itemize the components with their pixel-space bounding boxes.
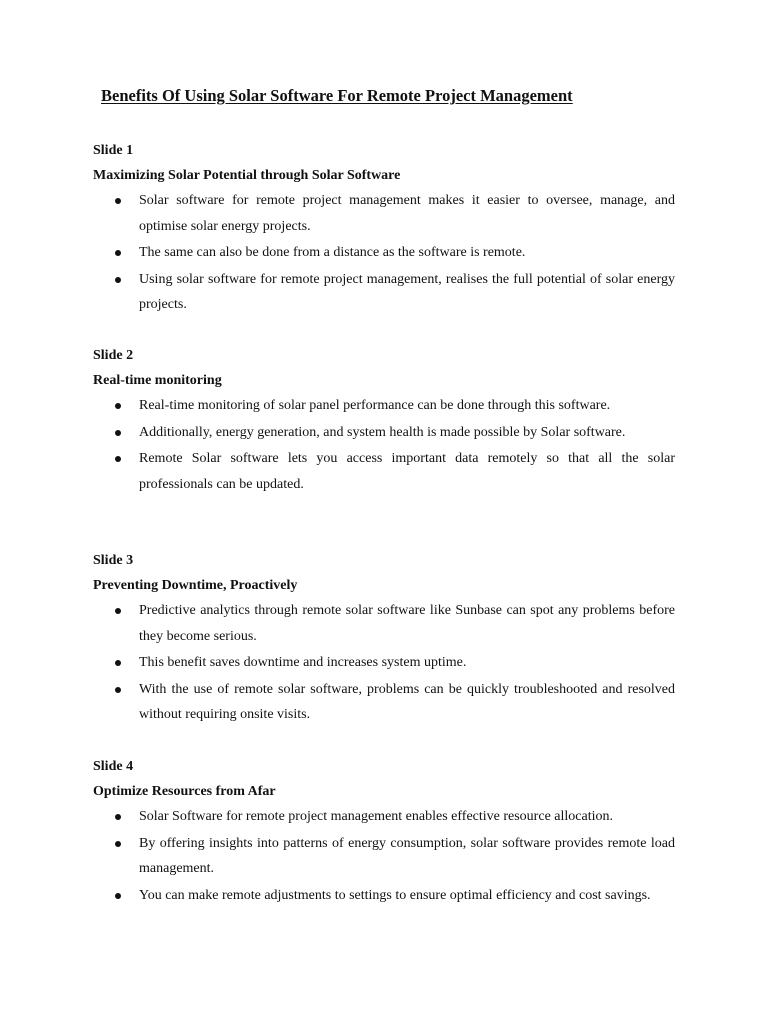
bullet-icon <box>115 456 121 462</box>
bullet-icon <box>115 250 121 256</box>
bullet-item <box>93 598 675 649</box>
bullet-item <box>93 188 675 239</box>
bullet-item <box>93 420 675 446</box>
slide-heading: Preventing Downtime, Proactively <box>93 578 298 593</box>
slide-label: Slide 4 <box>93 759 134 774</box>
bullet-text: Real-time monitoring of solar panel performance can be done through this software. <box>139 398 611 413</box>
bullet-text: With the use of remote solar software, problems can be quickly troubleshooted and resolved without requiring onsite visits. <box>139 681 675 722</box>
bullet-icon <box>115 841 121 847</box>
bullet-list <box>93 188 675 318</box>
bullet-item <box>93 267 675 318</box>
document-title: Benefits Of Using Solar Software For Remote Project Management <box>101 86 573 105</box>
slide-heading: Real-time monitoring <box>93 373 222 388</box>
bullet-icon <box>115 608 121 614</box>
slide-label: Slide 1 <box>93 143 134 158</box>
bullet-item <box>93 650 675 676</box>
bullet-text: Solar software for remote project management makes it easier to oversee, manage, and optimise solar energy projects. <box>139 193 675 234</box>
slide-label: Slide 2 <box>93 348 134 363</box>
bullet-text: You can make remote adjustments to settings to ensure optimal efficiency and cost savings. <box>139 887 651 903</box>
bullet-text: The same can also be done from a distance as the software is remote. <box>139 245 526 260</box>
bullet-icon <box>115 403 121 409</box>
bullet-text: Additionally, energy generation, and system health is made possible by Solar software. <box>139 424 626 440</box>
slide-heading: Maximizing Solar Potential through Solar Software <box>93 168 401 183</box>
bullet-icon <box>115 893 121 899</box>
bullet-item <box>93 831 675 882</box>
bullet-item <box>93 804 675 830</box>
slide-section-3 <box>93 548 675 729</box>
bullet-text: Using solar software for remote project management, realises the full potential of solar energy projects. <box>139 271 675 312</box>
slide-label: Slide 3 <box>93 553 134 568</box>
bullet-icon <box>115 430 121 436</box>
bullet-icon <box>115 277 121 283</box>
bullet-icon <box>115 660 121 666</box>
bullet-icon <box>115 814 121 820</box>
slide-section-4 <box>93 754 675 909</box>
bullet-text: This benefit saves downtime and increases system uptime. <box>139 655 467 670</box>
bullet-text: Predictive analytics through remote solar software like Sunbase can spot any problems before they become serious. <box>139 603 675 644</box>
slide-heading: Optimize Resources from Afar <box>93 784 276 799</box>
slide-section-2 <box>93 343 675 498</box>
bullet-text: By offering insights into patterns of energy consumption, solar software provides remote load management. <box>139 835 675 876</box>
bullet-icon <box>115 687 121 693</box>
bullet-item <box>93 677 675 728</box>
slide-section-1 <box>93 138 675 319</box>
bullet-item <box>93 393 675 419</box>
bullet-item <box>93 240 675 266</box>
bullet-list <box>93 598 675 728</box>
bullet-icon <box>115 198 121 204</box>
bullet-text: Solar Software for remote project management enables effective resource allocation. <box>139 809 613 824</box>
bullet-item <box>93 446 675 497</box>
bullet-text: Remote Solar software lets you access important data remotely so that all the solar professionals can be updated. <box>139 451 675 492</box>
bullet-item <box>93 883 675 909</box>
bullet-list <box>93 393 675 497</box>
bullet-list <box>93 804 675 908</box>
